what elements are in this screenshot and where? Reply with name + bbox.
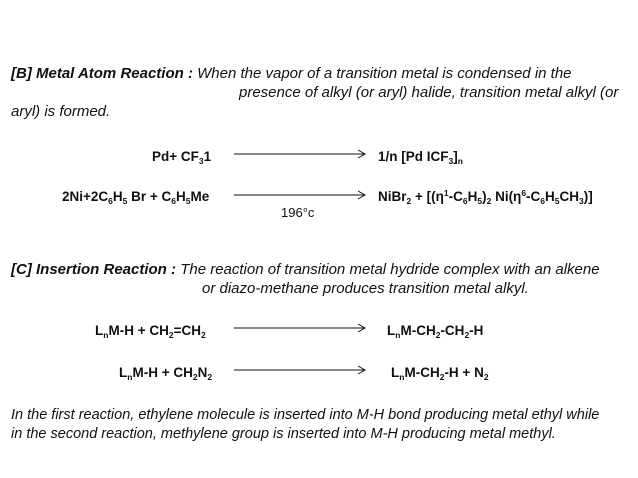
reaction-2-reactants: $2Ni+2C_6H_5$ $Br + C_6H_5Me$ [62, 189, 210, 206]
reaction-2-products: NiBr$_2$ + [$(\eta^1-C_6H_5)_2$ $Ni(\eta^6-C_6H_5CH_3)$] [378, 188, 593, 206]
section-c-text-line1: The reaction of transition metal hydride complex with an alkene [180, 261, 600, 278]
reaction-arrow-2 [234, 189, 370, 201]
section-b-text-line3: aryl) is formed. [11, 103, 111, 120]
reaction-1-reactants: $Pd+ CF_31$ [152, 149, 212, 166]
conclusion-line2: in the second reaction, methylene group is inserted into M-H producing metal methyl. [11, 426, 556, 442]
reaction-1-products: 1/n [Pd $ICF_3]_n$ [378, 149, 463, 166]
reaction-arrow-4 [234, 364, 370, 376]
section-b-paragraph [11, 64, 629, 121]
conclusion-line1: In the first reaction, ethylene molecule is inserted into M-H bond producing metal ethyl while [11, 407, 600, 423]
reaction-arrow-3 [234, 322, 370, 334]
section-b-heading: [B] Metal Atom Reaction : [11, 65, 193, 82]
section-c-text-line2: or diazo-methane produces transition metal alkyl. [202, 280, 529, 297]
reaction-4-products: $L_nM-CH_2-H + N_2$ [391, 365, 489, 382]
section-c-paragraph [11, 260, 629, 298]
reaction-3-products: $L_nM-CH_2-CH_2-H$ [387, 323, 484, 340]
reaction-3-reactants: $L_nM-H + CH_2=CH_2$ [95, 323, 206, 340]
section-b-text-line1: When the vapor of a transition metal is condensed in the [197, 65, 572, 82]
conclusion-paragraph [11, 406, 629, 444]
section-c-heading: [C] Insertion Reaction : [11, 261, 177, 278]
reaction-4-reactants: $L_nM-H + CH_2N_2$ [119, 365, 213, 382]
reaction-2-condition: 196°c [281, 205, 315, 220]
section-b-text-line2: presence of alkyl (or aryl) halide, transition metal alkyl (or [239, 84, 619, 101]
reaction-arrow-1 [234, 148, 370, 160]
